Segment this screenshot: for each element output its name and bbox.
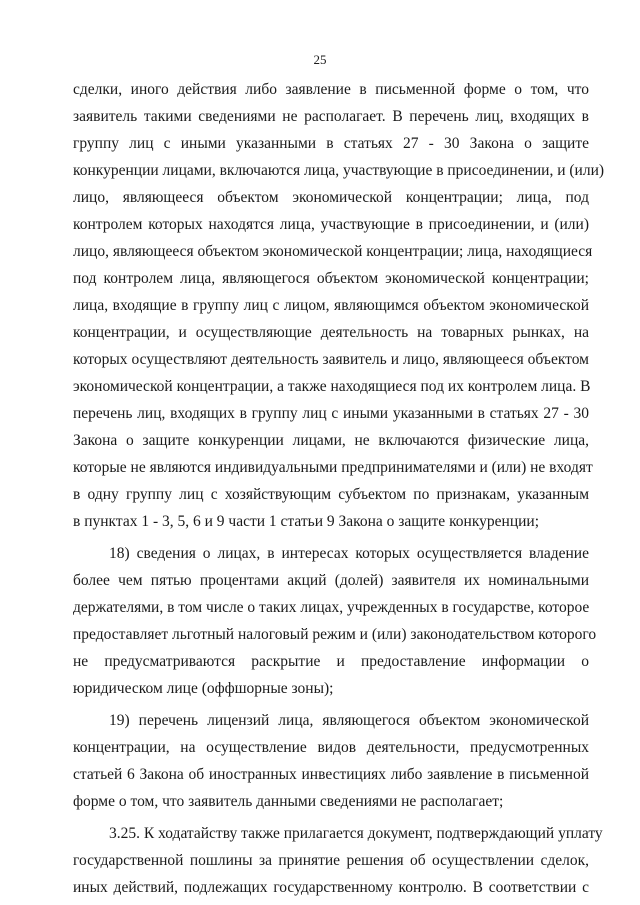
text-line: не предусматриваются раскрытие и предоставление информации о	[73, 653, 589, 670]
text-line: сделки, иного действия либо заявление в письменной форме о том, что	[73, 81, 589, 98]
text-line: лицо, являющееся объектом экономической концентрации; лица, под	[73, 189, 589, 206]
text-line: лицо, являющееся объектом экономической концентрации; лица, находящиеся	[73, 243, 593, 260]
text-line: 3.25. К ходатайству также прилагается документ, подтверждающий уплату	[109, 825, 603, 842]
text-line: концентрации, на осуществление видов деятельности, предусмотренных	[73, 739, 589, 756]
text-line: 18) сведения о лицах, в интересах которых осуществляется владение	[109, 545, 589, 562]
text-line: юридическом лице (оффшорные зоны);	[73, 680, 334, 697]
text-line: заявитель такими сведениями не располагает. В перечень лиц, входящих в	[73, 108, 589, 125]
paragraph	[73, 540, 597, 702]
text-line: иных действий, подлежащих государственному контролю. В соответствии с	[73, 879, 589, 896]
page-number: 25	[313, 52, 327, 67]
text-line: лица, входящие в группу лиц с лицом, являющимся объектом экономической	[73, 297, 589, 314]
text-line: перечень лиц, входящих в группу лиц с иными указанными в статьях 27 - 30	[73, 405, 589, 422]
text-line: держателями, в том числе о таких лицах, учрежденных в государстве, которое	[73, 599, 590, 616]
text-line: группу лиц с иными указанными в статьях 27 - 30 Закона о защите	[73, 135, 589, 152]
text-line: экономической концентрации, а также находящиеся под их контролем лица. В	[73, 378, 591, 395]
text-line: в пунктах 1 - 3, 5, 6 и 9 части 1 статьи 9 Закона о защите конкуренции;	[73, 513, 540, 530]
paragraph	[73, 820, 603, 901]
text-line: предоставляет льготный налоговый режим и (или) законодательством которого	[73, 626, 597, 643]
text-line: в одну группу лиц с хозяйствующим субъектом по признакам, указанным	[73, 486, 589, 503]
text-line: форме о том, что заявитель данными сведениями не располагает;	[73, 793, 504, 810]
text-line: статьей 6 Закона об иностранных инвестициях либо заявление в письменной	[73, 766, 589, 783]
paragraph	[73, 76, 605, 535]
text-line: Закона о защите конкуренции лицами, не включаются физические лица,	[73, 432, 589, 449]
text-line: концентрации, и осуществляющие деятельность на товарных рынках, на	[73, 324, 589, 341]
text-line: под контролем лица, являющегося объектом экономической концентрации;	[73, 270, 589, 287]
text-line: государственной пошлины за принятие решения об осуществлении сделок,	[73, 852, 589, 869]
text-line: контролем которых находятся лица, участвующие в присоединении, и (или)	[73, 216, 589, 233]
text-line: более чем пятью процентами акций (долей) заявителя их номинальными	[73, 572, 589, 589]
text-line: которых осуществляют деятельность заявитель и лицо, являющееся объектом	[73, 351, 589, 368]
document-body	[73, 76, 605, 901]
paragraph	[73, 707, 589, 815]
text-line: конкуренции лицами, включаются лица, участвующие в присоединении, и (или)	[73, 162, 605, 179]
text-line: 19) перечень лицензий лица, являющегося объектом экономической	[109, 712, 589, 729]
text-line: которые не являются индивидуальными предпринимателями и (или) не входят	[73, 459, 593, 476]
